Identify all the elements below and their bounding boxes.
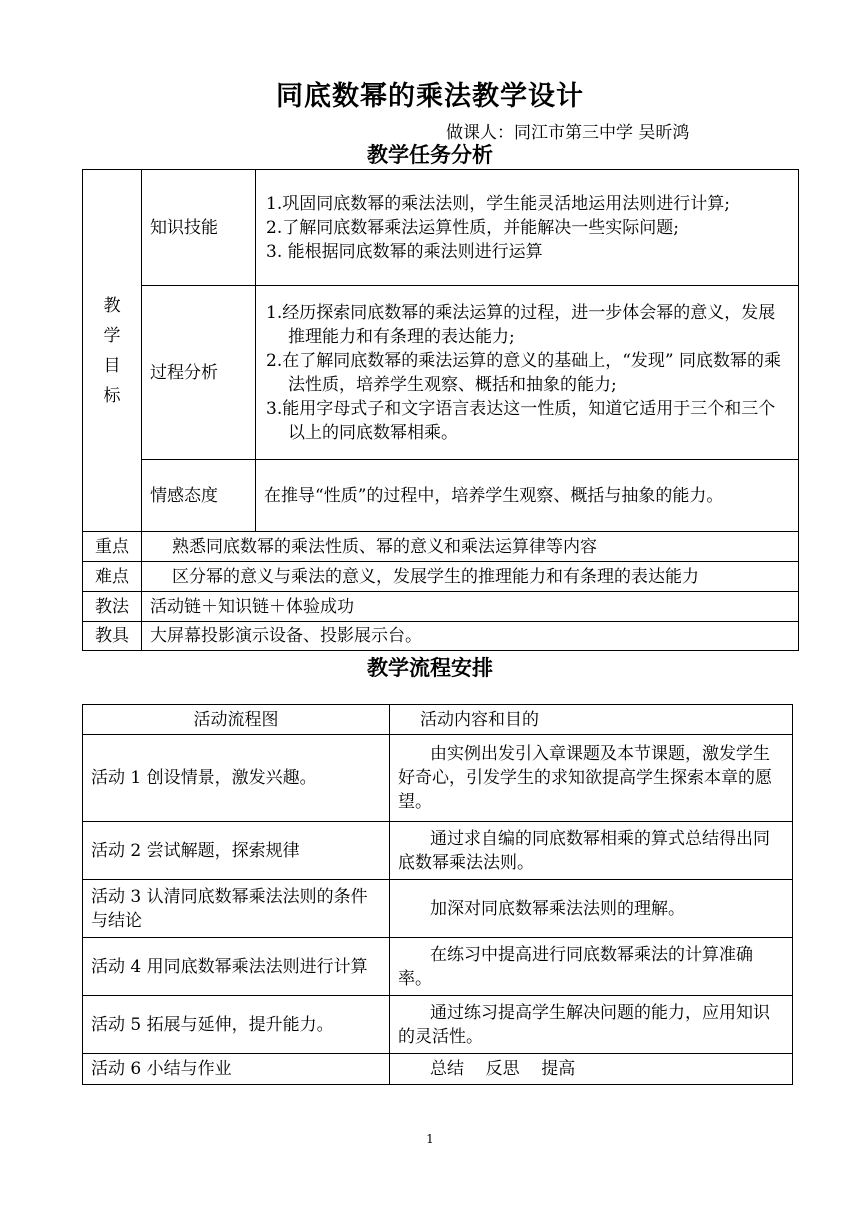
activity-cell: 活动 4 用同底数幂乘法法则进行计算 [83, 938, 390, 996]
table-row [83, 705, 793, 735]
goal-label-char: 目 [103, 355, 121, 376]
key-point-label: 重点 [83, 532, 142, 562]
section-title-task-analysis: 教学任务分析 [367, 143, 493, 167]
task-analysis-table [82, 169, 799, 651]
goal-cell: 总结 反思 提高 [390, 1054, 793, 1085]
attitude-content: 在推导“性质”的过程中，培养学生观察、概括与抽象的能力。 [256, 460, 799, 532]
method-label: 教法 [83, 592, 142, 622]
table-row [83, 735, 793, 822]
knowledge-skill-label: 知识技能 [142, 170, 256, 286]
table-row [83, 532, 799, 562]
process-analysis-label: 过程分析 [142, 286, 256, 460]
teaching-flow-table [82, 704, 793, 1085]
goal-cell: 加深对同底数幂乘法法则的理解。 [390, 880, 793, 938]
list-item: 3. 能根据同底数幂的乘法则进行运算 [266, 241, 543, 262]
difficulty-content: 区分幂的意义与乘法的意义，发展学生的推理能力和有条理的表达能力 [142, 562, 799, 592]
column-header-content: 活动内容和目的 [390, 705, 793, 735]
table-row [83, 460, 799, 532]
goal-cell: 在练习中提高进行同底数幂乘法的计算准确率。 [390, 938, 793, 996]
section-title-flow: 教学流程安排 [367, 656, 493, 680]
activity-cell: 活动 2 尝试解题，探索规律 [83, 822, 390, 880]
goal-label-char: 学 [103, 325, 121, 346]
list-item: 2.在了解同底数幂的乘法运算的意义的基础上，“发现” 同底数幂的乘法性质，培养学生观察、概括和抽象的能力; [266, 350, 782, 395]
author-line: 做课人：同江市第三中学 吴昕鸿 [446, 123, 690, 143]
teaching-goal-label [83, 170, 142, 532]
knowledge-skill-content [256, 170, 799, 286]
page-number: 1 [426, 1132, 434, 1146]
teaching-aids-label: 教具 [83, 622, 142, 651]
table-row [83, 592, 799, 622]
table-row [83, 996, 793, 1054]
table-row [83, 938, 793, 996]
goal-cell: 通过练习提高学生解决问题的能力，应用知识的灵活性。 [390, 996, 793, 1054]
document-title: 同底数幂的乘法教学设计 [276, 81, 584, 112]
table-row [83, 880, 793, 938]
table-row [83, 562, 799, 592]
activity-cell: 活动 6 小结与作业 [83, 1054, 390, 1085]
column-header-flow: 活动流程图 [83, 705, 390, 735]
activity-cell: 活动 1 创设情景，激发兴趣。 [83, 735, 390, 822]
goal-cell: 通过求自编的同底数幂相乘的算式总结得出同底数幂乘法法则。 [390, 822, 793, 880]
table-row [83, 170, 799, 286]
activity-cell: 活动 3 认清同底数幂乘法法则的条件与结论 [83, 880, 390, 938]
table-row [83, 286, 799, 460]
method-content: 活动链＋知识链＋体验成功 [142, 592, 799, 622]
process-analysis-content [256, 286, 799, 460]
list-item: 1.巩固同底数幂的乘法法则，学生能灵活地运用法则进行计算; [266, 193, 730, 214]
goal-cell: 由实例出发引入章课题及本节课题，激发学生好奇心，引发学生的求知欲提高学生探索本章的愿望。 [390, 735, 793, 822]
list-item: 3.能用字母式子和文字语言表达这一性质，知道它适用于三个和三个以上的同底数幂相乘。 [266, 398, 776, 443]
teaching-aids-content: 大屏幕投影演示设备、投影展示台。 [142, 622, 799, 651]
activity-cell: 活动 5 拓展与延伸，提升能力。 [83, 996, 390, 1054]
difficulty-label: 难点 [83, 562, 142, 592]
list-item: 2.了解同底数幂乘法运算性质，并能解决一些实际问题; [266, 217, 679, 238]
attitude-label: 情感态度 [142, 460, 256, 532]
goal-label-char: 教 [103, 295, 121, 316]
table-row [83, 822, 793, 880]
key-point-content: 熟悉同底数幂的乘法性质、幂的意义和乘法运算律等内容 [142, 532, 799, 562]
list-item: 1.经历探索同底数幂的乘法运算的过程，进一步体会幂的意义，发展推理能力和有条理的表达能力; [266, 302, 776, 347]
goal-label-char: 标 [103, 385, 121, 406]
table-row [83, 1054, 793, 1085]
table-row [83, 622, 799, 651]
